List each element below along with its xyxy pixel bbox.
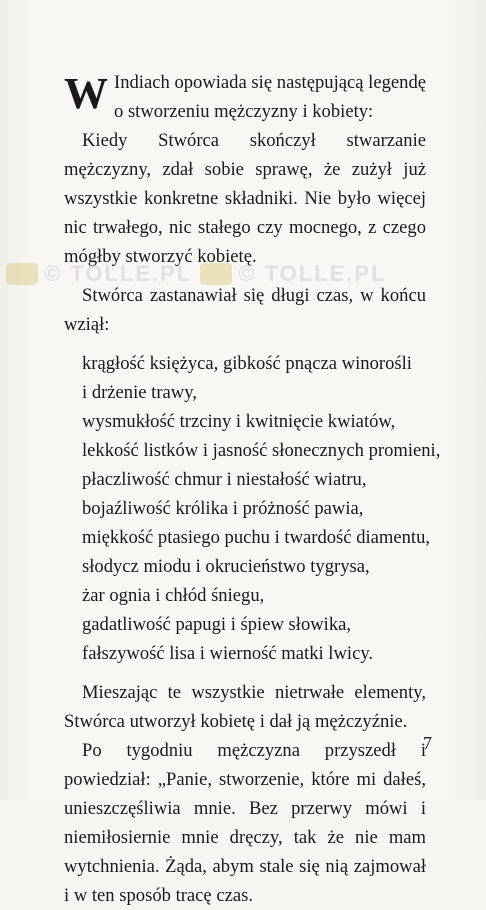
page-text	[64, 68, 441, 910]
ingredient-line: płaczliwość chmur i niestałość wiatru,	[82, 469, 367, 490]
paragraph-took: Stwórca zastanawiał się długi czas, w końcu wziął:	[64, 285, 426, 335]
ingredient-line: lekkość listków i jasność słonecznych promieni,	[82, 440, 441, 461]
ingredient-line: i drżenie trawy,	[82, 382, 197, 403]
ingredient-line: żar ognia i chłód śniegu,	[82, 585, 265, 606]
drop-cap: W	[64, 69, 108, 118]
paragraph-complaint: Po tygodniu mężczyzna przyszedł i powiedział: „Panie, stworzenie, które mi dałeś, unieszczęśliwia mnie. Bez przerwy mówi i niemiłosiernie mnie dręczy, tak że nie mam wytchnienia. Żąda, abym stale się nią zajmował i w ten sposób tracę czas.	[64, 740, 426, 906]
watermark-logo-icon	[6, 263, 38, 285]
ingredient-line: bojaźliwość królika i próżność pawia,	[82, 498, 364, 519]
paragraph-mixing: Mieszając te wszystkie nietrwałe elementy, Stwórca utworzył kobietę i dał ją mężczyźnie.	[64, 682, 426, 732]
ingredient-line: fałszywość lisa i wierność matki lwicy.	[82, 643, 374, 664]
ingredient-line: miękkość ptasiego puchu i twardość diamentu,	[82, 527, 431, 548]
watermark-text: © TOLLE.PL	[44, 261, 193, 286]
paragraph-intro-text: Indiach opowiada się następującą legendę o stworzeniu mężczyzny i kobiety:	[114, 72, 426, 122]
ingredient-line: krągłość księżyca, gibkość pnącza winorośli	[82, 353, 412, 374]
ingredient-line: gadatliwość papugi i śpiew słowika,	[82, 614, 352, 635]
paragraph-creation: Kiedy Stwórca skończył stwarzanie mężczyzny, zdał sobie sprawę, że zużył już wszystkie konkretne składniki. Nie było więcej nic trwałego, nic stałego czy mocnego, z czego mógłby stworzyć kobietę.	[64, 130, 426, 267]
ingredients-list	[64, 349, 441, 668]
ingredient-line: wysmukłość trzciny i kwitnięcie kwiatów,	[82, 411, 396, 432]
ingredient-line: słodycz miodu i okrucieństwo tygrysa,	[82, 556, 370, 577]
paragraph-intro	[64, 68, 426, 126]
watermark-text: © TOLLE.PL	[238, 261, 387, 286]
page-number: 7	[423, 733, 432, 753]
